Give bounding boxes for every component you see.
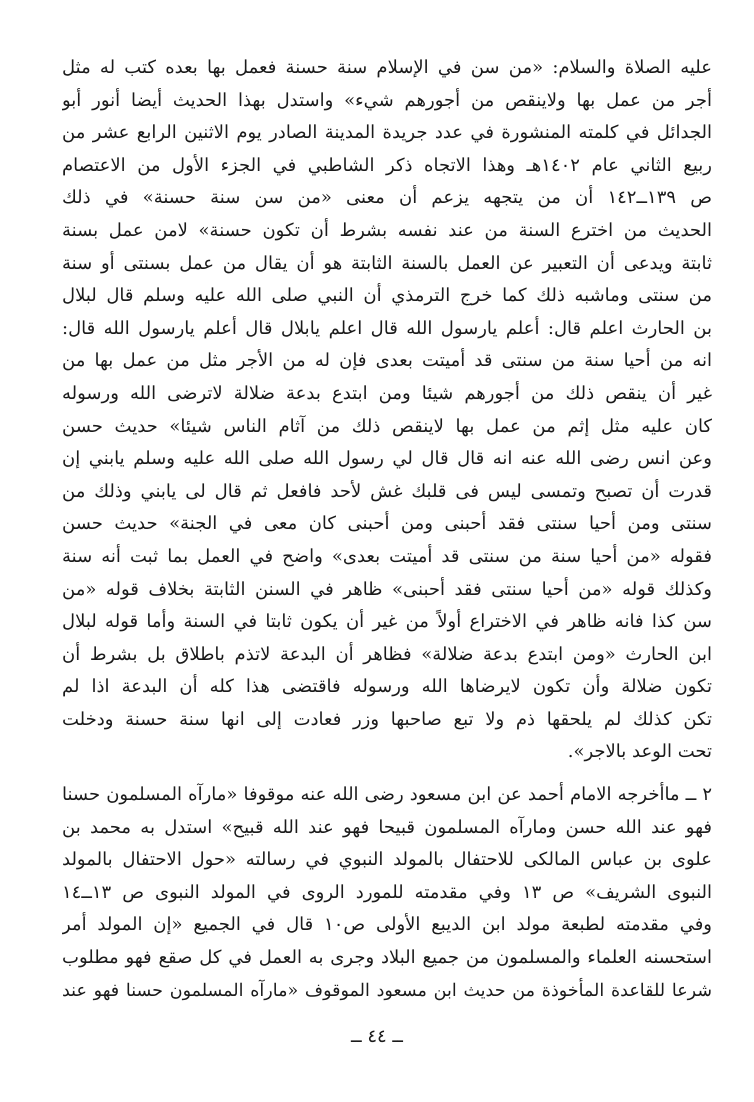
text-line: النبوى الشريف» ص ١٣ وفي مقدمته للمورد الروى في المولد النبوى ص ١٣ــ١٤ — [62, 881, 712, 903]
text-line: الحديث من اخترع السنة من عند نفسه بشرط أن تكون حسنة» لامن عمل بسنة — [62, 219, 712, 241]
text-line: سن كذا فانه ظاهر في الاختراع أولاً من غير أن يكون ثابتا في السنة وأما قوله لبلال — [62, 611, 712, 633]
text-line: الجدائل في كلمته المنشورة في عدد جريدة المدينة الصادر يوم الاثنين الرابع عشر من — [62, 122, 712, 144]
text-line: كان عليه مثل إثم من عمل بها لاينقص ذلك من آثام الناس شيئا» حديث حسن — [62, 415, 712, 437]
text-line: سنتى ومن أحيا سنتى فقد أحبنى ومن أحبنى كان معى في الجنة» حديث حسن — [62, 513, 712, 535]
text-line: من سنتى وماشبه ذلك كما خرج الترمذي أن النبي صلى الله عليه وسلم قال لبلال — [62, 285, 712, 307]
paragraph-1 — [62, 52, 712, 769]
text-line: ثابتة ويدعى أن التعبير عن العمل بالسنة الثابتة هو أن يقال من عمل بسنتى أو سنة — [62, 252, 712, 274]
text-line: عليه الصلاة والسلام: «من سن في الإسلام سنة حسنة فعمل بها بعده كتب له مثل — [62, 57, 712, 78]
text-line: تكون ضلالة وأن تكون لايرضاها الله ورسوله فاقتضى هذا كله أن البدعة اذا لم — [62, 676, 712, 698]
text-line: ربيع الثاني عام ١٤٠٢هـ وهذا الاتجاه ذكر الشاطبي في الجزء الأول من الاعتصام — [62, 154, 712, 176]
paragraph-gap — [62, 769, 712, 779]
text-line: تحت الوعد بالاجر». — [567, 741, 712, 763]
paragraph-2 — [62, 779, 712, 1007]
text-line: تكن كذلك لم يلحقها ذم ولا تبع صاحبها وزر فعادت إلى انها سنة حسنة ودخلت — [62, 708, 712, 730]
page-body — [62, 52, 712, 1007]
text-line: شرعا للقاعدة المأخوذة من حديث ابن مسعود الموقوف «مارآه المسلمون حسنا فهو عند — [62, 980, 712, 1001]
text-line: أجر من عمل بها ولاينقص من أجورهم شيء» واستدل بهذا الحديث أيضا أنور أبو — [62, 89, 712, 111]
text-line: استحسنه العلماء والمسلمون من جميع البلاد وجرى به العمل في كل صقع فهو مطلوب — [62, 947, 712, 969]
page-number: ــ ٤٤ ــ — [351, 1026, 403, 1047]
text-line: علوى بن عباس المالكى للاحتفال بالمولد النبوي في رسالته «حول الاحتفال بالمولد — [62, 849, 712, 871]
text-line: فقوله «من أحيا سنة من سنتى قد أميتت بعدى» واضح في العمل بما ثبت أنه سنة — [62, 545, 712, 567]
text-line: غير أن ينقص ذلك من أجورهم شيئا ومن ابتدع بدعة ضلالة لاترضى الله ورسوله — [62, 382, 712, 404]
text-line: ٢ ــ ماأخرجه الامام أحمد عن ابن مسعود رضى الله عنه موقوفا «مارآه المسلمون حسنا — [62, 784, 712, 806]
text-line: فهو عند الله حسن ومارآه المسلمون قبيحا فهو عند الله قبيح» استدل به محمد بن — [62, 816, 712, 838]
text-line: انه من أحيا سنة من سنتى قد أميتت بعدى فإن له من الأجر مثل من عمل بها من — [62, 350, 712, 372]
text-line: ص ١٣٩ــ١٤٢ أن من يتجهه يزعم أن معنى «من سن سنة حسنة» في ذلك — [62, 187, 712, 209]
text-line: ابن الحارث «ومن ابتدع بدعة ضلالة» فظاهر أن البدعة لاتذم باطلاق بل بشرط أن — [62, 643, 712, 665]
text-line: وعن انس رضى الله عنه انه قال قال لي رسول الله صلى الله عليه وسلم يابني إن — [62, 448, 712, 470]
text-line: بن الحارث اعلم قال: أعلم يارسول الله قال اعلم يابلال قال أعلم يارسول الله قال: — [62, 317, 712, 339]
text-line: قدرت أن تصبح وتمسى ليس فى قلبك غش لأحد فافعل ثم قال لى يابني وذلك من — [62, 480, 712, 502]
text-line: وفي مقدمته لطبعة مولد ابن الديبع الأولى ص١٠ قال في الجميع «إن المولد أمر — [62, 914, 712, 936]
text-line: وكذلك قوله «من أحيا سنتى فقد أحبنى» ظاهر في السنن الثابتة بخلاف قوله «من — [62, 578, 712, 600]
